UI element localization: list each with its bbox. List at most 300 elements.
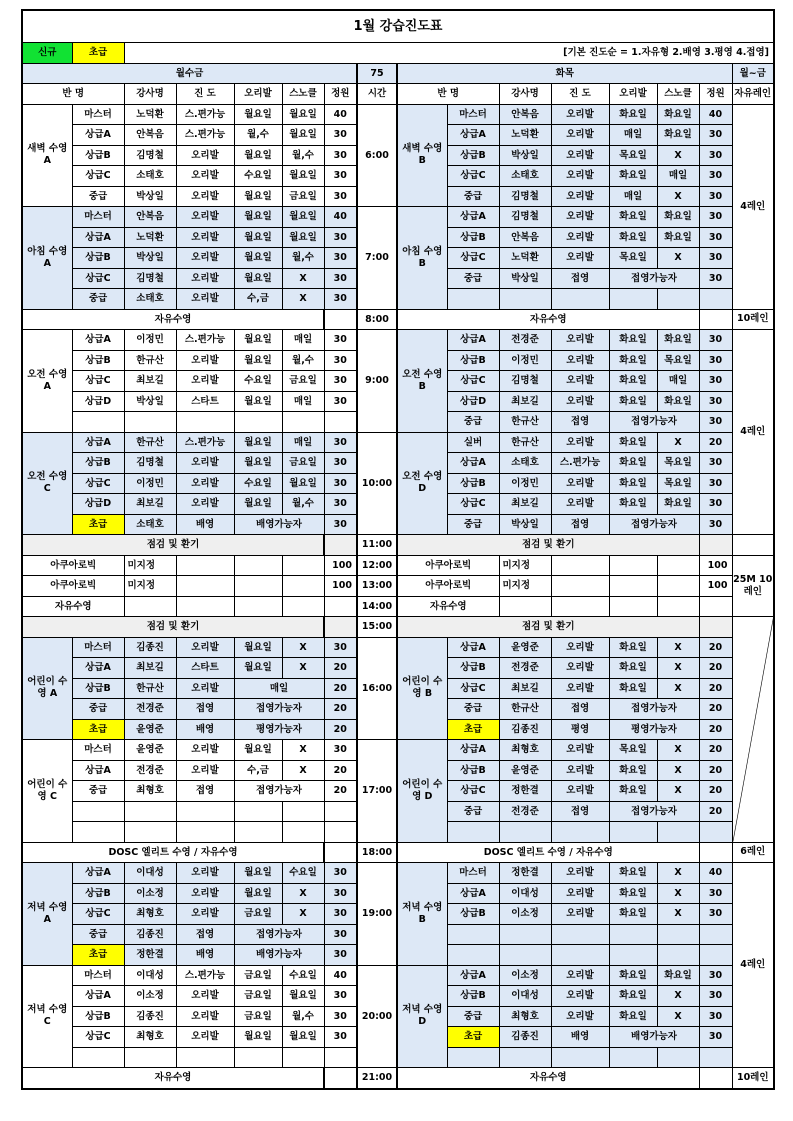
table-row xyxy=(22,330,774,351)
flipper-left: 수요일 xyxy=(234,166,282,187)
snorkel-right: X xyxy=(657,904,699,925)
progress-right: 오리발 xyxy=(551,1006,609,1027)
empty-cell xyxy=(234,555,282,576)
capacity-left: 30 xyxy=(324,125,357,146)
flipper-right: 목요일 xyxy=(609,145,657,166)
flipper-left: 금요일 xyxy=(234,904,282,925)
capacity-left: 30 xyxy=(324,740,357,761)
section-header-right: 화목 xyxy=(397,63,732,84)
teacher-left: 최보길 xyxy=(124,658,176,679)
teacher-right: 최보길 xyxy=(499,678,551,699)
progress-left: 오리발 xyxy=(176,494,234,515)
snorkel-right: 화요일 xyxy=(657,391,699,412)
level-left: 마스터 xyxy=(72,207,124,228)
teacher-right: 이소정 xyxy=(499,904,551,925)
level-left: 상급B xyxy=(72,248,124,269)
class-group-right: 어린이 수영 D xyxy=(397,740,447,843)
capacity-right xyxy=(699,289,732,310)
progress-right: 오리발 xyxy=(551,678,609,699)
level-left: 중급 xyxy=(72,699,124,720)
capacity-right: 30 xyxy=(699,330,732,351)
flipper-left: 수,금 xyxy=(234,760,282,781)
snorkel-right xyxy=(657,924,699,945)
capacity-right xyxy=(699,822,732,843)
empty-cell xyxy=(176,555,234,576)
level-right: 상급A xyxy=(447,453,499,474)
teacher-left xyxy=(124,822,176,843)
flipper-right: 화요일 xyxy=(609,207,657,228)
time-slot: 13:00 xyxy=(357,576,397,597)
snorkel-left xyxy=(282,801,324,822)
progress-right: 오리발 xyxy=(551,760,609,781)
legend-row xyxy=(22,43,774,64)
level-left: 상급C xyxy=(72,268,124,289)
capacity-right: 30 xyxy=(699,207,732,228)
page-title: 1월 강습진도표 xyxy=(22,10,774,43)
progress-right: 오리발 xyxy=(551,145,609,166)
capacity-left: 30 xyxy=(324,268,357,289)
capacity-left xyxy=(324,801,357,822)
empty-cell xyxy=(657,555,699,576)
progress-left: 오리발 xyxy=(176,207,234,228)
flipper-right xyxy=(609,924,657,945)
capacity-right: 100 xyxy=(699,576,732,597)
snorkel-left: 금요일 xyxy=(282,186,324,207)
progress-left: 오리발 xyxy=(176,637,234,658)
flipper-left: 수요일 xyxy=(234,473,282,494)
progress-left: 오리발 xyxy=(176,248,234,269)
progress-right: 오리발 xyxy=(551,658,609,679)
level-right: 중급 xyxy=(447,186,499,207)
capacity-right: 30 xyxy=(699,904,732,925)
progress-right xyxy=(551,945,609,966)
flipper-left: 월요일 xyxy=(234,330,282,351)
snorkel-left: 매일 xyxy=(282,432,324,453)
inspect-label-left: 점검 및 환기 xyxy=(22,535,324,556)
teacher-right: 이대성 xyxy=(499,986,551,1007)
snorkel-left: X xyxy=(282,740,324,761)
progress-left: 오리발 xyxy=(176,986,234,1007)
inspect-label-right: 점검 및 환기 xyxy=(397,535,699,556)
progress-right xyxy=(551,1047,609,1068)
teacher-right: 이정민 xyxy=(499,473,551,494)
progress-left: 배영 xyxy=(176,945,234,966)
progress-left: 오리발 xyxy=(176,186,234,207)
progress-right: 오리발 xyxy=(551,104,609,125)
progress-left xyxy=(176,801,234,822)
snorkel-left: 매일 xyxy=(282,330,324,351)
capacity-left: 40 xyxy=(324,965,357,986)
capacity-right: 40 xyxy=(699,104,732,125)
time-slot: 12:00 xyxy=(357,555,397,576)
capacity-right: 30 xyxy=(699,473,732,494)
level-left: 상급C xyxy=(72,1027,124,1048)
level-left: 상급B xyxy=(72,678,124,699)
progress-right: 오리발 xyxy=(551,227,609,248)
teacher-left: 노덕환 xyxy=(124,104,176,125)
flipper-right: 화요일 xyxy=(609,760,657,781)
progress-right xyxy=(551,822,609,843)
flipper-right: 화요일 xyxy=(609,781,657,802)
progress-left: 오리발 xyxy=(176,145,234,166)
free-lane-count: 4레인 xyxy=(732,330,774,535)
level-left: 상급C xyxy=(72,371,124,392)
level-right: 상급B xyxy=(447,145,499,166)
snorkel-right xyxy=(657,822,699,843)
progress-left: 스.편가능 xyxy=(176,330,234,351)
teacher-left: 정한결 xyxy=(124,945,176,966)
flipper-left: 월요일 xyxy=(234,637,282,658)
col-header-class-right: 반 명 xyxy=(397,84,499,105)
flipper-left: 월요일 xyxy=(234,350,282,371)
time-slot: 10:00 xyxy=(357,432,397,535)
teacher-right: 노덕환 xyxy=(499,248,551,269)
class-group-right: 저녁 수영 D xyxy=(397,965,447,1068)
snorkel-left xyxy=(282,412,324,433)
progress-right: 오리발 xyxy=(551,637,609,658)
capacity-left: 30 xyxy=(324,473,357,494)
flipper-right: 화요일 xyxy=(609,863,657,884)
flipper-left: 월요일 xyxy=(234,658,282,679)
progress-left: 스.편가능 xyxy=(176,104,234,125)
free-lane-count: 4레인 xyxy=(732,104,774,309)
level-right: 상급C xyxy=(447,248,499,269)
capacity-left: 30 xyxy=(324,863,357,884)
flipper-left: 월요일 xyxy=(234,432,282,453)
flipper-right: 화요일 xyxy=(609,678,657,699)
level-right: 마스터 xyxy=(447,863,499,884)
capacity-left: 30 xyxy=(324,248,357,269)
level-right: 중급 xyxy=(447,268,499,289)
level-right xyxy=(447,822,499,843)
progress-left: 오리발 xyxy=(176,371,234,392)
level-right: 상급B xyxy=(447,473,499,494)
teacher-left: 최보길 xyxy=(124,371,176,392)
snorkel-left: X xyxy=(282,904,324,925)
teacher-right: 이정민 xyxy=(499,350,551,371)
flipper-right: 목요일 xyxy=(609,740,657,761)
capacity-right: 30 xyxy=(699,965,732,986)
program-name-right: 자유수영 xyxy=(397,596,499,617)
snorkel-right: X xyxy=(657,760,699,781)
snorkel-right xyxy=(657,1047,699,1068)
teacher-right: 최보길 xyxy=(499,391,551,412)
progress-right: 오리발 xyxy=(551,986,609,1007)
capacity-right: 20 xyxy=(699,740,732,761)
table-row xyxy=(22,740,774,761)
level-left: 상급A xyxy=(72,863,124,884)
teacher-left: 미지정 xyxy=(124,555,176,576)
flipper-left: 월요일 xyxy=(234,863,282,884)
time-slot: 20:00 xyxy=(357,965,397,1068)
capacity-left: 20 xyxy=(324,658,357,679)
level-right: 상급A xyxy=(447,207,499,228)
teacher-left: 미지정 xyxy=(124,576,176,597)
teacher-right: 소태호 xyxy=(499,453,551,474)
capacity-left: 20 xyxy=(324,781,357,802)
level-left: 중급 xyxy=(72,289,124,310)
level-left xyxy=(72,1047,124,1068)
level-left: 상급C xyxy=(72,904,124,925)
progress-left: 오리발 xyxy=(176,227,234,248)
empty-cell xyxy=(609,555,657,576)
table-row xyxy=(22,576,774,597)
progress-left: 오리발 xyxy=(176,1006,234,1027)
level-right: 상급B xyxy=(447,986,499,1007)
flipper-right: 화요일 xyxy=(609,227,657,248)
level-left: 중급 xyxy=(72,781,124,802)
flipper-right: 화요일 xyxy=(609,166,657,187)
table-row xyxy=(22,842,774,863)
snorkel-right: X xyxy=(657,678,699,699)
level-right xyxy=(447,945,499,966)
spacer-cell xyxy=(699,617,732,638)
section-header-mid: 75 xyxy=(357,63,397,84)
snorkel-right: X xyxy=(657,781,699,802)
empty-cell xyxy=(551,555,609,576)
level-right: 상급B xyxy=(447,904,499,925)
teacher-left: 전경준 xyxy=(124,699,176,720)
table-row xyxy=(22,596,774,617)
spacer-cell xyxy=(324,309,357,330)
teacher-right xyxy=(499,924,551,945)
capacity-right: 30 xyxy=(699,1006,732,1027)
teacher-left: 윤영준 xyxy=(124,740,176,761)
flipper-left xyxy=(234,1047,282,1068)
progress-left: 오리발 xyxy=(176,863,234,884)
teacher-right: 전경준 xyxy=(499,330,551,351)
progress-left: 오리발 xyxy=(176,760,234,781)
class-group-left: 오전 수영 A xyxy=(22,330,72,433)
capacity-right: 30 xyxy=(699,371,732,392)
progress-right: 오리발 xyxy=(551,740,609,761)
teacher-right: 김명철 xyxy=(499,371,551,392)
level-right: 중급 xyxy=(447,801,499,822)
capacity-left: 100 xyxy=(324,555,357,576)
teacher-left: 이대성 xyxy=(124,863,176,884)
capacity-right: 30 xyxy=(699,1027,732,1048)
progress-left: 오리발 xyxy=(176,453,234,474)
free-swim-label-left: DOSC 엘리트 수영 / 자유수영 xyxy=(22,842,324,863)
progress-right: 오리발 xyxy=(551,781,609,802)
progress-left xyxy=(176,412,234,433)
snorkel-right: 매일 xyxy=(657,371,699,392)
teacher-right: 박상일 xyxy=(499,145,551,166)
snorkel-right: X xyxy=(657,637,699,658)
program-name-right: 아쿠아로빅 xyxy=(397,555,499,576)
progress-left: 스.편가능 xyxy=(176,125,234,146)
snorkel-left: 월요일 xyxy=(282,207,324,228)
flipper-right: 접영가능자 xyxy=(609,514,699,535)
flipper-right xyxy=(609,289,657,310)
flipper-left: 배영가능자 xyxy=(234,945,324,966)
flipper-right: 화요일 xyxy=(609,986,657,1007)
capacity-left: 30 xyxy=(324,166,357,187)
teacher-right: 미지정 xyxy=(499,576,551,597)
teacher-right: 안복음 xyxy=(499,227,551,248)
capacity-right xyxy=(699,945,732,966)
progress-right: 오리발 xyxy=(551,125,609,146)
legend-new: 신규 xyxy=(22,43,72,64)
level-left: 마스터 xyxy=(72,965,124,986)
progress-left: 스타트 xyxy=(176,391,234,412)
capacity-left: 30 xyxy=(324,1027,357,1048)
snorkel-left: 수요일 xyxy=(282,863,324,884)
teacher-left: 소태호 xyxy=(124,289,176,310)
table-row xyxy=(22,863,774,884)
capacity-right: 20 xyxy=(699,719,732,740)
progress-right: 접영 xyxy=(551,268,609,289)
capacity-left xyxy=(324,1047,357,1068)
level-right: 상급C xyxy=(447,678,499,699)
capacity-right: 30 xyxy=(699,186,732,207)
progress-left: 스타트 xyxy=(176,658,234,679)
flipper-left: 금요일 xyxy=(234,965,282,986)
level-left: 상급A xyxy=(72,227,124,248)
free-lane-count: 25M 10레인 xyxy=(732,555,774,617)
teacher-right: 노덕환 xyxy=(499,125,551,146)
teacher-left: 안복음 xyxy=(124,125,176,146)
class-group-right: 오전 수영 D xyxy=(397,432,447,535)
progress-left: 배영 xyxy=(176,719,234,740)
teacher-left: 박상일 xyxy=(124,186,176,207)
legend-note: [기본 진도순 = 1.자유형 2.배영 3.평영 4.접영] xyxy=(124,43,774,64)
capacity-right xyxy=(699,596,732,617)
capacity-right: 30 xyxy=(699,883,732,904)
snorkel-left: 월요일 xyxy=(282,227,324,248)
teacher-right xyxy=(499,822,551,843)
progress-left: 오리발 xyxy=(176,904,234,925)
snorkel-right: X xyxy=(657,186,699,207)
teacher-left: 최형호 xyxy=(124,904,176,925)
class-group-left: 저녁 수영 A xyxy=(22,863,72,966)
teacher-left: 최형호 xyxy=(124,1027,176,1048)
snorkel-right: 목요일 xyxy=(657,473,699,494)
capacity-left: 20 xyxy=(324,699,357,720)
empty-cell xyxy=(609,596,657,617)
progress-left: 접영 xyxy=(176,699,234,720)
progress-right: 접영 xyxy=(551,699,609,720)
capacity-right: 30 xyxy=(699,166,732,187)
teacher-left: 소태호 xyxy=(124,166,176,187)
flipper-right: 화요일 xyxy=(609,883,657,904)
capacity-right xyxy=(699,1047,732,1068)
capacity-right: 30 xyxy=(699,350,732,371)
snorkel-left: 월요일 xyxy=(282,473,324,494)
flipper-right: 접영가능자 xyxy=(609,699,699,720)
level-right: 상급A xyxy=(447,965,499,986)
level-left: 상급D xyxy=(72,494,124,515)
class-group-left: 어린이 수영 C xyxy=(22,740,72,843)
progress-right: 오리발 xyxy=(551,350,609,371)
teacher-right: 김명철 xyxy=(499,186,551,207)
progress-right: 오리발 xyxy=(551,166,609,187)
flipper-left: 월요일 xyxy=(234,207,282,228)
snorkel-right: X xyxy=(657,432,699,453)
level-left xyxy=(72,822,124,843)
capacity-right: 20 xyxy=(699,801,732,822)
free-lane-count: 10레인 xyxy=(732,1068,774,1089)
level-right: 중급 xyxy=(447,412,499,433)
time-slot: 7:00 xyxy=(357,207,397,310)
capacity-right: 20 xyxy=(699,781,732,802)
capacity-right: 30 xyxy=(699,125,732,146)
empty-cell xyxy=(609,576,657,597)
table-row xyxy=(22,617,774,638)
level-right: 초급 xyxy=(447,719,499,740)
class-group-left: 새벽 수영 A xyxy=(22,104,72,207)
snorkel-left: X xyxy=(282,289,324,310)
capacity-left: 40 xyxy=(324,104,357,125)
teacher-right xyxy=(499,945,551,966)
progress-right: 오리발 xyxy=(551,965,609,986)
capacity-left: 30 xyxy=(324,924,357,945)
teacher-right: 윤영준 xyxy=(499,760,551,781)
level-right: 상급C xyxy=(447,494,499,515)
flipper-right: 화요일 xyxy=(609,494,657,515)
time-slot: 6:00 xyxy=(357,104,397,207)
teacher-right: 정한결 xyxy=(499,863,551,884)
level-left: 상급D xyxy=(72,391,124,412)
teacher-right: 전경준 xyxy=(499,658,551,679)
flipper-right: 접영가능자 xyxy=(609,801,699,822)
progress-right: 오리발 xyxy=(551,371,609,392)
capacity-right: 30 xyxy=(699,391,732,412)
spacer-cell xyxy=(699,842,732,863)
capacity-right: 30 xyxy=(699,227,732,248)
snorkel-right: 목요일 xyxy=(657,453,699,474)
flipper-left: 수,금 xyxy=(234,289,282,310)
teacher-right: 한규산 xyxy=(499,699,551,720)
progress-right xyxy=(551,289,609,310)
capacity-right: 20 xyxy=(699,760,732,781)
capacity-right: 30 xyxy=(699,248,732,269)
teacher-right: 이대성 xyxy=(499,883,551,904)
class-group-left: 아침 수영 A xyxy=(22,207,72,310)
teacher-right: 최형호 xyxy=(499,740,551,761)
empty-cell xyxy=(234,596,282,617)
flipper-left: 평영가능자 xyxy=(234,719,324,740)
snorkel-left: X xyxy=(282,760,324,781)
flipper-right: 배영가능자 xyxy=(609,1027,699,1048)
capacity-left: 30 xyxy=(324,494,357,515)
flipper-right: 접영가능자 xyxy=(609,268,699,289)
snorkel-right: 목요일 xyxy=(657,350,699,371)
spacer-cell xyxy=(324,1068,357,1089)
flipper-right: 화요일 xyxy=(609,391,657,412)
teacher-left: 노덕환 xyxy=(124,227,176,248)
teacher-right: 김명철 xyxy=(499,207,551,228)
col-header-flipper-right: 오리발 xyxy=(609,84,657,105)
capacity-right: 30 xyxy=(699,412,732,433)
level-right: 상급A xyxy=(447,637,499,658)
flipper-right: 화요일 xyxy=(609,637,657,658)
teacher-left: 이정민 xyxy=(124,330,176,351)
flipper-left: 월요일 xyxy=(234,186,282,207)
teacher-right: 박상일 xyxy=(499,268,551,289)
flipper-right: 매일 xyxy=(609,125,657,146)
empty-cell xyxy=(176,576,234,597)
teacher-left: 전경준 xyxy=(124,760,176,781)
teacher-right: 안복음 xyxy=(499,104,551,125)
capacity-left: 30 xyxy=(324,453,357,474)
snorkel-left: X xyxy=(282,637,324,658)
capacity-left: 30 xyxy=(324,330,357,351)
snorkel-right: X xyxy=(657,883,699,904)
spacer-cell xyxy=(699,309,732,330)
capacity-left xyxy=(324,412,357,433)
flipper-left: 금요일 xyxy=(234,986,282,1007)
